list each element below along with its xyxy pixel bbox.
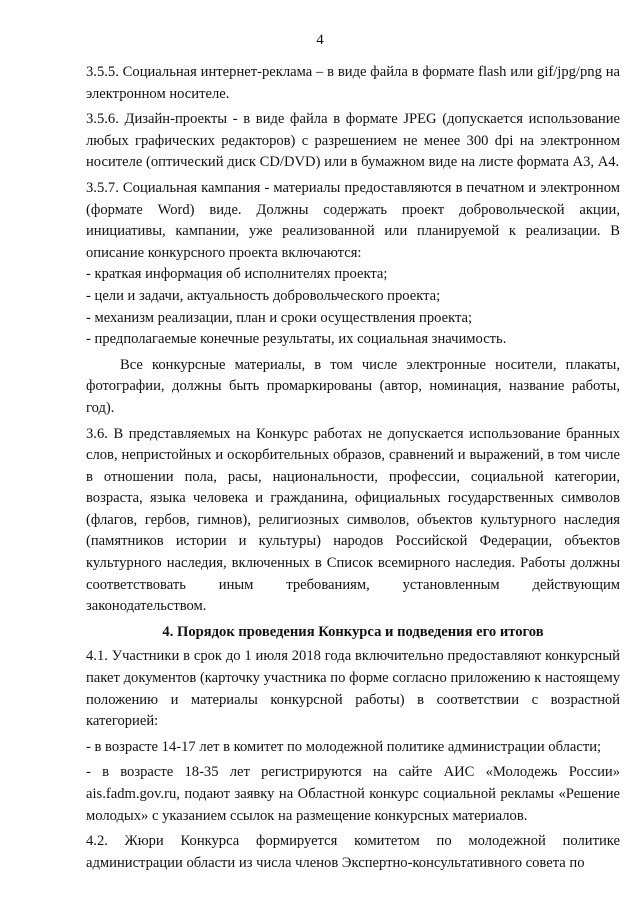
list-item: - цели и задачи, актуальность добровольческого проекта; [86,287,441,304]
marking-paragraph: Все конкурсные материалы, в том числе электронные носители, плакаты, фотографии, должны быть промаркированы (автор, номинация, название работы, год). [86,356,620,416]
paragraph-3-6: 3.6. В представляемых на Конкурс работах не допускается использование бранных слов, непристойных и оскорбительных образов, сравнений и выражений, в том числе в отношении пола, расы, национальности, профессии, социальной категории, возраста, языка человека и гражданина, официальных государственных символов (флагов, гербов, гимнов), религиозных символов, объектов культурного наследия (памятников истории и культуры) народов Российской Федерации, объектов культурного наследия, включенных в Список всемирного наследия. Работы должны соответствовать иным требованиям, установленным действующим законодательством. [86,425,620,615]
paragraph-3-5-7: 3.5.7. Социальная кампания - материалы предоставляются в печатном и электронном (формате Word) виде. Должны содержать проект добровольческой акции, инициативы, кампании, уже реализованной или планируемой к реализации. В описание конкурсного проекта включаются: [86,179,620,261]
age-item-14-17: - в возрасте 14-17 лет в комитет по молодежной политике администрации области; [86,738,602,755]
list-item: - краткая информация об исполнителях проекта; [86,266,388,283]
paragraph-4-2: 4.2. Жюри Конкурса формируется комитетом по молодежной политике администрации области из числа членов Экспертно-консультативного совета по [86,833,620,871]
paragraph-3-5-6: 3.5.6. Дизайн-проекты - в виде файла в формате JPEG (допускается использование любых графических редакторов) с разрешением не менее 300 dpi на электронном носителе (оптический диск CD/DVD) или в бумажном виде на листе формата А3, А4. [86,111,620,171]
paragraph-3-5-5: 3.5.5. Социальная интернет-реклама – в виде файла в формате flash или gif/jpg/png на электронном носителе. [86,64,620,102]
list-item: - механизм реализации, план и сроки осуществления проекта; [86,309,473,326]
campaign-requirements-list [86,264,620,350]
paragraph-4-1: 4.1. Участники в срок до 1 июля 2018 года включительно предоставляют конкурсный пакет документов (карточку участника по форме согласно приложению к настоящему положению и материалы конкурсной работы) в соответствии с возрастной категорией: [86,648,620,730]
section-heading: 4. Порядок проведения Конкурса и подведения его итогов [162,623,544,640]
age-item-18-35: - в возрасте 18-35 лет регистрируются на сайте АИС «Молодежь России» ais.fadm.gov.ru, подают заявку на Областной конкурс социальной рекламы «Решение молодых» с указанием ссылок на размещение конкурсных материалов. [86,764,620,824]
page-number: 4 [316,32,324,48]
document-body [86,62,620,874]
list-item: - предполагаемые конечные результаты, их социальная значимость. [86,331,507,348]
